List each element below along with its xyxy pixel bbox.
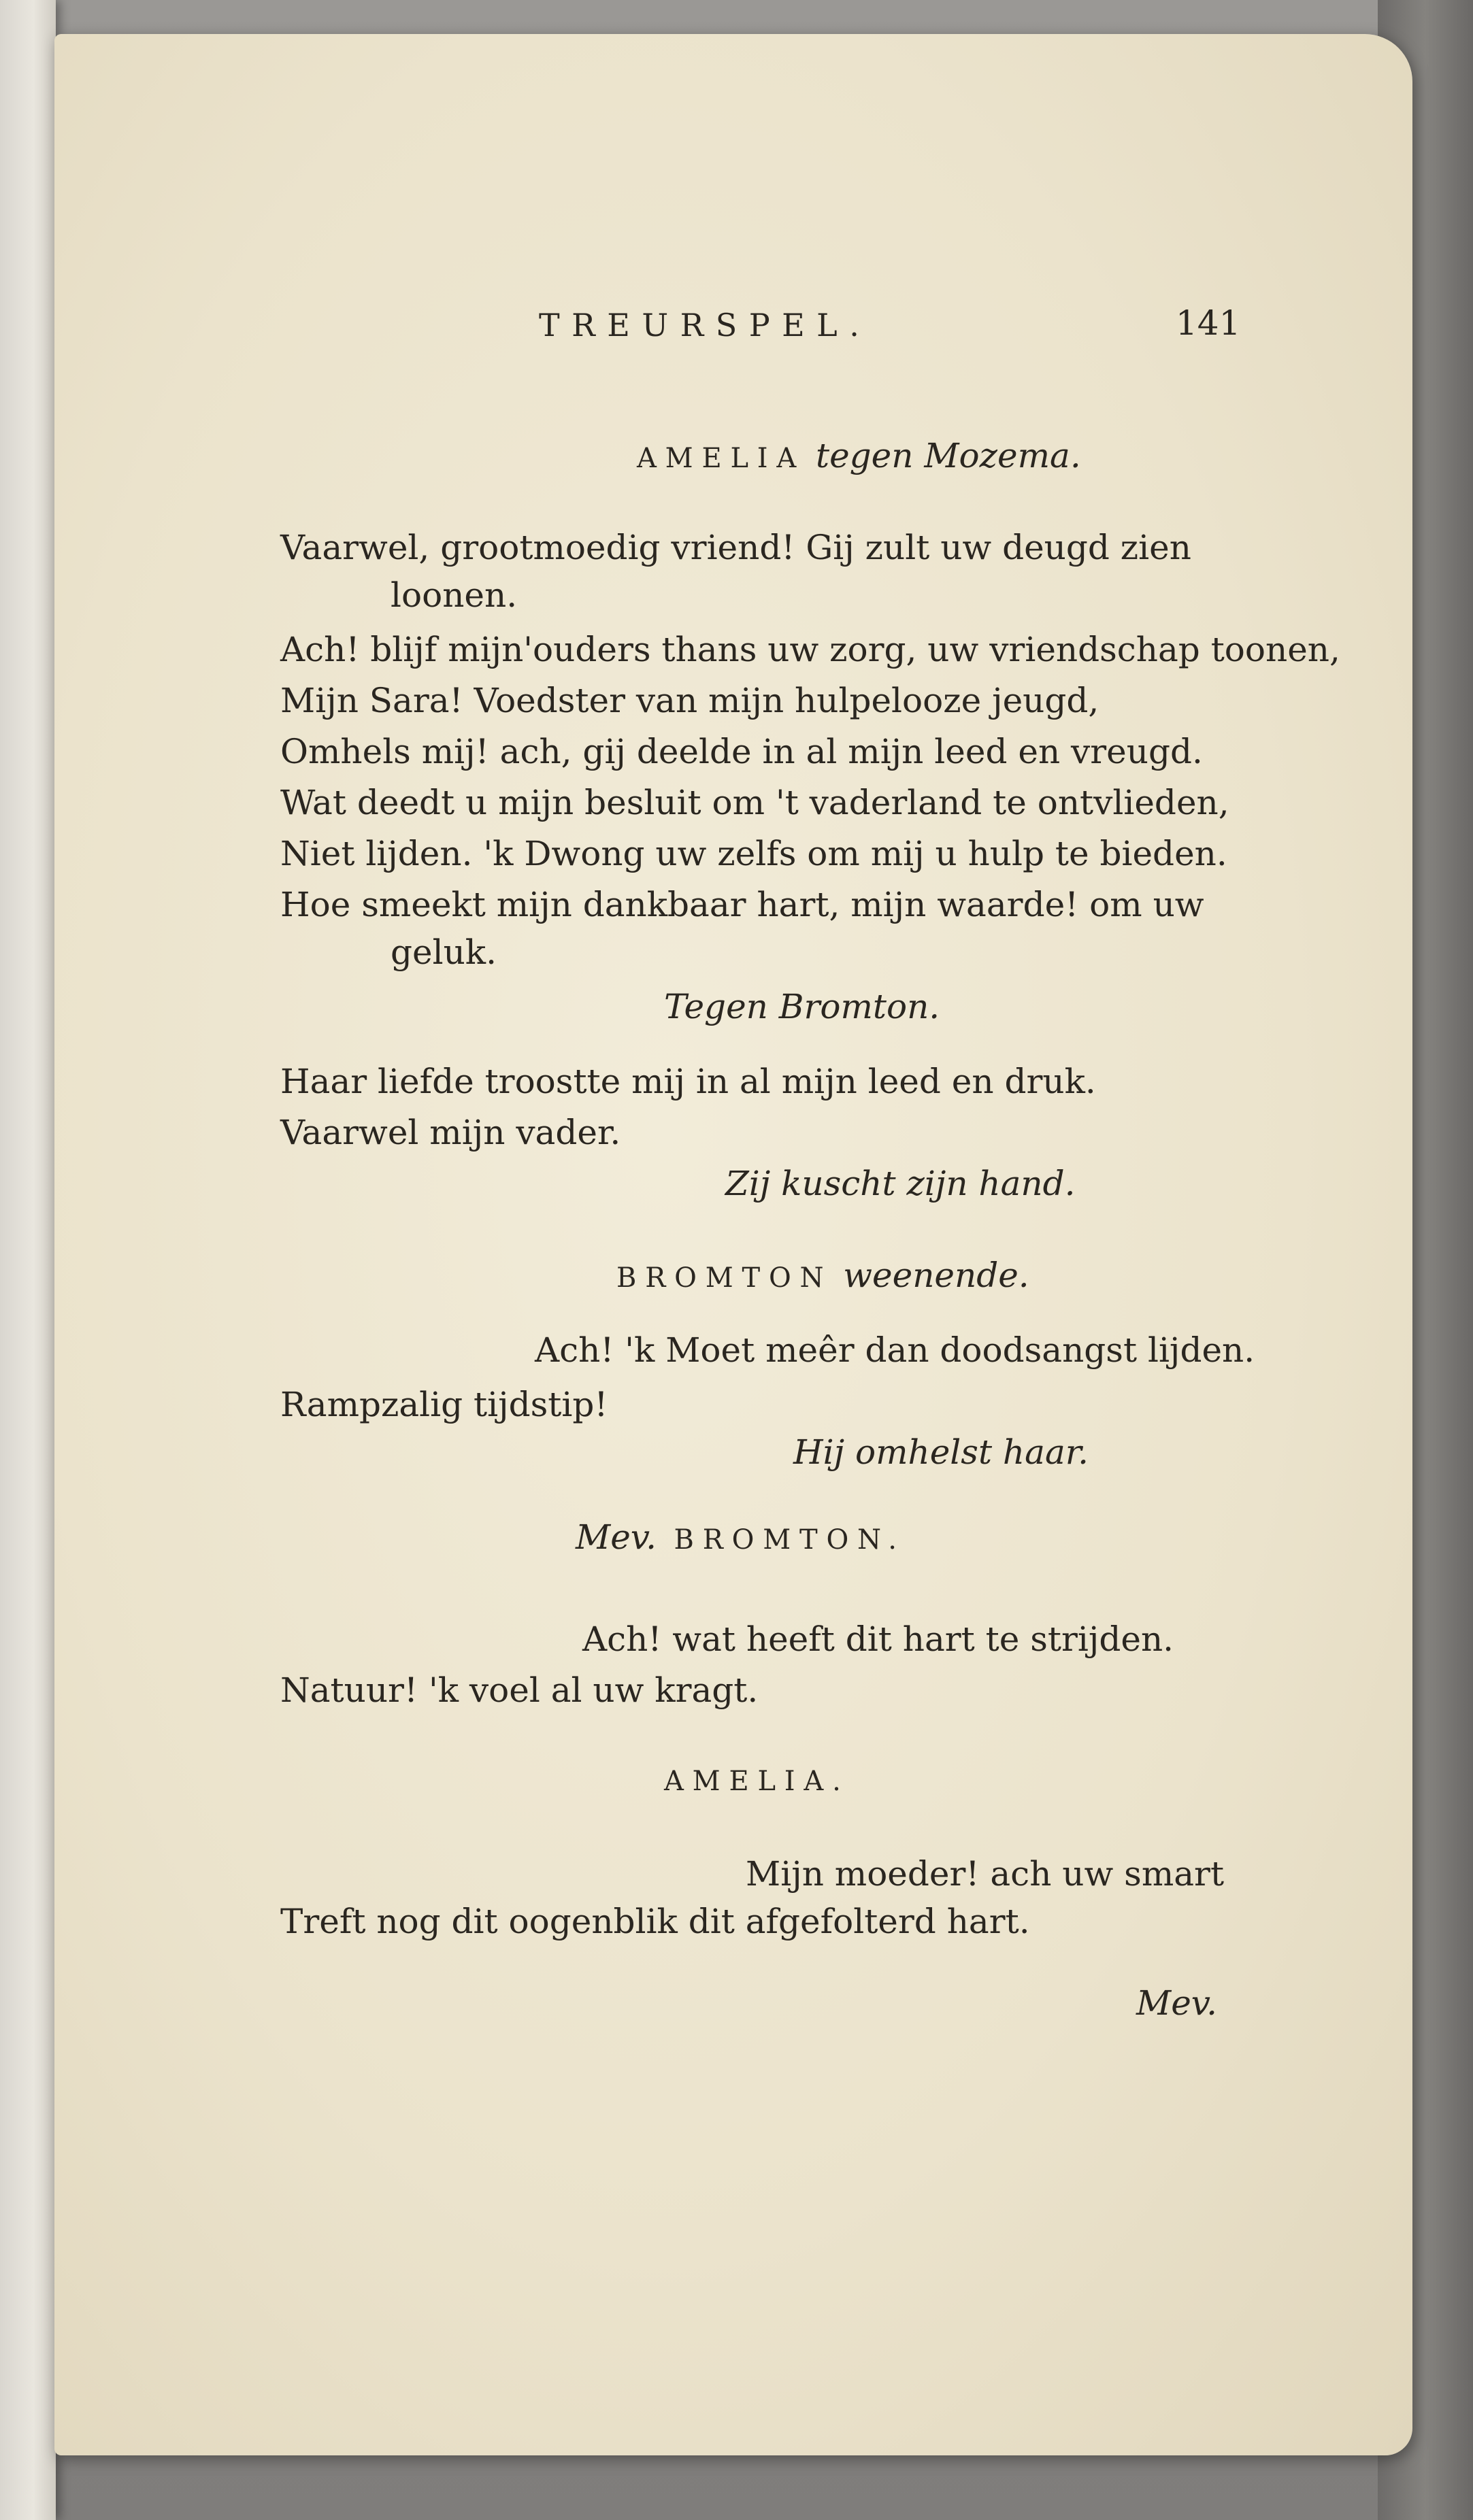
speaker-bromton-weenende-part: weenende. [832,1256,1029,1295]
verse-line-part: Mijn Sara! Voedster van mijn hulpelooze jeugd, [280,681,1099,720]
verse-line [746,1854,1225,1894]
running-header-title: TREURSPEL. [539,307,872,343]
verse-line-part: Ach! blijf mijn'ouders thans uw zorg, uw vriendschap toonen, [280,630,1340,669]
catchword [1136,1983,1217,2023]
verse-line [280,885,1204,924]
verse-line-continued-part: geluk. [391,933,497,972]
stage-direction-tegen-bromton-part: Tegen Bromton. [664,987,940,1026]
verse-line [280,681,1099,720]
page-number: 141 [1176,303,1241,343]
verse-line-part: Niet lijden. 'k Dwong uw zelfs om mij u hulp te bieden. [280,834,1227,873]
verse-line [280,1062,1096,1101]
verse-line [280,834,1227,873]
verse-line-continued [391,933,497,972]
verse-line-part: Treft nog dit oogenblik dit afgefolterd hart. [280,1902,1030,1941]
verse-line [280,1385,608,1424]
verse-line-part: Ach! wat heeft dit hart te strijden. [582,1619,1174,1659]
speaker-amelia-tegen-mozema-part: AMELIA [637,443,806,474]
facing-page-edge [0,0,56,2520]
speaker-bromton-weenende-part: BROMTON [616,1262,833,1294]
verse-line [280,630,1340,669]
speaker-mev-bromton-part: BROMTON. [657,1524,906,1556]
speaker-amelia-part: AMELIA. [664,1766,850,1797]
speaker-amelia-tegen-mozema [637,436,1081,475]
speaker-mev-bromton [576,1517,906,1557]
verse-line [280,528,1191,567]
stage-direction-kuscht-part: Zij kuscht zijn hand. [725,1164,1076,1203]
speaker-bromton-weenende [616,1256,1029,1295]
verse-line [280,1670,759,1710]
speaker-amelia [664,1762,850,1796]
verse-line-part: Mijn moeder! ach uw smart [746,1854,1225,1894]
verse-line [582,1619,1174,1659]
speaker-mev-bromton-part: Mev. [576,1517,657,1557]
verse-line-part: Haar liefde troostte mij in al mijn leed en druk. [280,1062,1096,1101]
verse-line [280,1113,621,1152]
verse-line-part: Hoe smeekt mijn dankbaar hart, mijn waarde! om uw [280,885,1204,924]
verse-line-continued-part: loonen. [391,575,518,615]
verse-line [280,1902,1030,1941]
verse-line-part: Natuur! 'k voel al uw kragt. [280,1670,759,1710]
verse-line [535,1330,1255,1370]
stage-direction-kuscht [725,1164,1076,1203]
verse-line-part: Vaarwel, grootmoedig vriend! Gij zult uw deugd zien [280,528,1191,567]
verse-line-part: Ach! 'k Moet meêr dan doodsangst lijden. [535,1330,1255,1370]
verse-line-part: Rampzalig tijdstip! [280,1385,608,1424]
stage-direction-tegen-bromton [664,987,940,1026]
verse-line-part: Omhels mij! ach, gij deelde in al mijn leed en vreugd. [280,732,1203,771]
speaker-amelia-tegen-mozema-part: tegen Mozema. [805,436,1081,475]
book-page [54,34,1412,2455]
catchword-part: Mev. [1136,1983,1217,2023]
stage-direction-omhelst-part: Hij omhelst haar. [793,1432,1089,1472]
verse-line [280,783,1229,822]
verse-line-continued [391,575,518,615]
verse-line-part: Vaarwel mijn vader. [280,1113,621,1152]
stage-direction-omhelst [793,1432,1089,1472]
verse-line-part: Wat deedt u mijn besluit om 't vaderland te ontvlieden, [280,783,1229,822]
verse-line [280,732,1203,771]
